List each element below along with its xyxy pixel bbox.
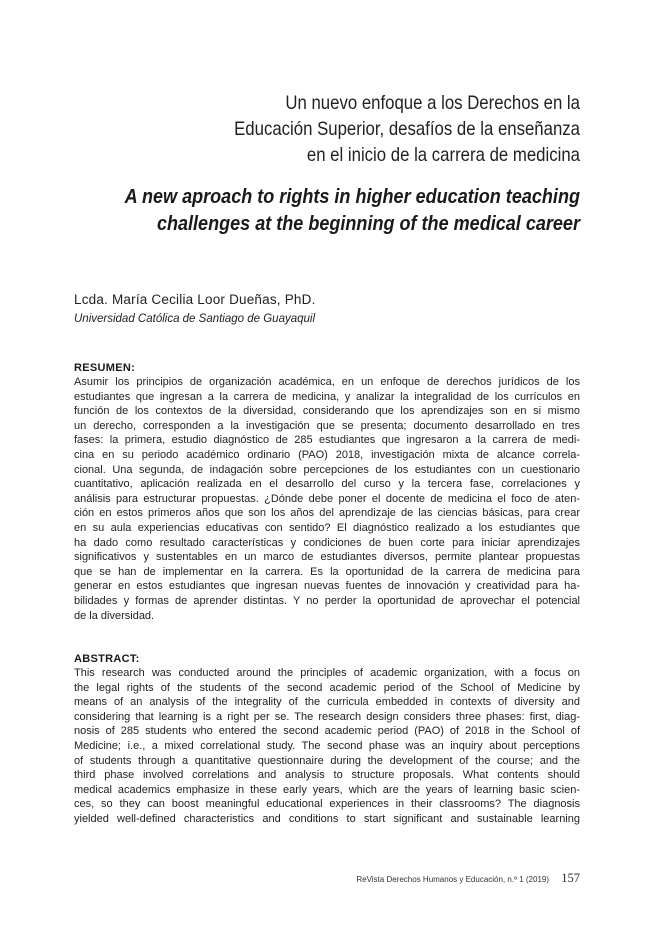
abstract-line: ces, so they can boost meaningful educational experiences in their classrooms? The diagnosis [74, 798, 580, 811]
page-number: 157 [561, 871, 580, 885]
resumen-line: cional. Una segunda, de indagación sobre percepciones de los estudiantes con un cuestionario [74, 463, 580, 476]
resumen-line: de la diversidad. [74, 609, 155, 622]
abstract-section [74, 652, 580, 827]
resumen-line: un derecho, corresponden a la investigación que se presenta; documento desarrollado en tres [74, 419, 580, 432]
abstract-line: of students through a quantitative questionnaire during the development of the course; and the [74, 754, 580, 767]
resumen-line: fases: la primera, estudio diagnóstico de 285 estudiantes que ingresaron a la carrera de medi- [74, 434, 580, 447]
title-spanish-line: Educación Superior, desafíos de la enseñanza [234, 118, 580, 140]
resumen-heading: RESUMEN: [74, 362, 136, 374]
abstract-line: medical academics emphasize in these early years, which are the years of learning basic scien- [74, 783, 580, 796]
resumen-line: ha dado como resultado características y condiciones de buen corte para iniciar aprendizajes [74, 536, 580, 549]
resumen-line: estudiantes que ingresan a la carrera de medicina, y analizar la integralidad de los currículos en [74, 390, 580, 403]
abstract-body [74, 666, 580, 827]
resumen-line: bilidades y formas de aprender distintas. Y no perder la oportunidad de aprovechar el potencial [74, 594, 580, 607]
abstract-line: considering that learning is a right per se. The research design considers three phases: first, diag- [74, 710, 580, 723]
resumen-line: análisis para estructurar propuestas. ¿Dónde debe poner el docente de medicina el foco de aten- [74, 492, 580, 505]
resumen-section [74, 361, 580, 623]
resumen-line: generar en estos estudiantes que ingresan nuevas fuentes de innovación y creatividad para ha- [74, 580, 580, 593]
resumen-line: función de los contextos de la diversidad, considerando que los aprendizajes son en si mismo [74, 405, 580, 418]
abstract-line: means of an analysis of the integrality of the curricula embedded in contexts of diversity and [74, 696, 580, 709]
title-english-line: A new aproach to rights in higher education teaching [124, 185, 581, 208]
author-name: Lcda. María Cecilia Loor Dueñas, PhD. [74, 292, 316, 307]
resumen-body [74, 375, 580, 623]
resumen-line: cuantitativo, aplicación realizada en el desarrollo del curso y la tercera fase, correlaciones y [74, 478, 580, 491]
abstract-line: nosis of 285 students who entered the second academic period (PAO) of 2018 in the School of [74, 725, 580, 738]
journal-citation: ReVista Derechos Humanos y Educación, n.º 1 (2019) [356, 875, 550, 884]
abstract-line: yielded well-defined characteristics and conditions to start significant and sustainable learning [74, 812, 580, 825]
abstract-line: Medicine; i.e., a mixed correlational study. The second phase was an inquiry about perceptions [74, 739, 580, 752]
resumen-line: que se han de implementar en la carrera. Es la oportunidad de la carrera de medicina para [74, 565, 580, 578]
resumen-line: cina en su periodo académico ordinario (PAO) 2018, investigación mixta de alcance correla- [74, 448, 580, 461]
resumen-line: significativos y sustentables en un marco de estudiantes diversos, permite plantear propuestas [74, 551, 580, 564]
abstract-heading: ABSTRACT: [74, 653, 140, 665]
resumen-line: Asumir los principios de organización académica, en un enfoque de derechos jurídicos de los [74, 376, 580, 388]
page-footer [356, 871, 580, 886]
title-spanish-line: en el inicio de la carrera de medicina [306, 144, 580, 166]
title-english-line: challenges at the beginning of the medical career [156, 212, 580, 235]
resumen-line: en su aula experiencias educativas con sentido? El diagnóstico realizado a los estudiantes que [74, 521, 580, 534]
resumen-line: ción en estos primeros años que son los años del aprendizaje de las ciencias básicas, para crear [74, 507, 580, 520]
title-spanish-line: Un nuevo enfoque a los Derechos en la [285, 92, 580, 114]
title-spanish [150, 90, 580, 168]
abstract-line: This research was conducted around the principles of academic organization, with a focus on [74, 667, 580, 679]
abstract-line: the legal rights of the students of the second academic period of the School of Medicine by [74, 681, 580, 694]
title-english [122, 183, 580, 237]
abstract-line: third phase involved correlations and analysis to structure proposals. What contents should [74, 769, 580, 782]
author-affiliation: Universidad Católica de Santiago de Guayaquil [74, 313, 316, 325]
